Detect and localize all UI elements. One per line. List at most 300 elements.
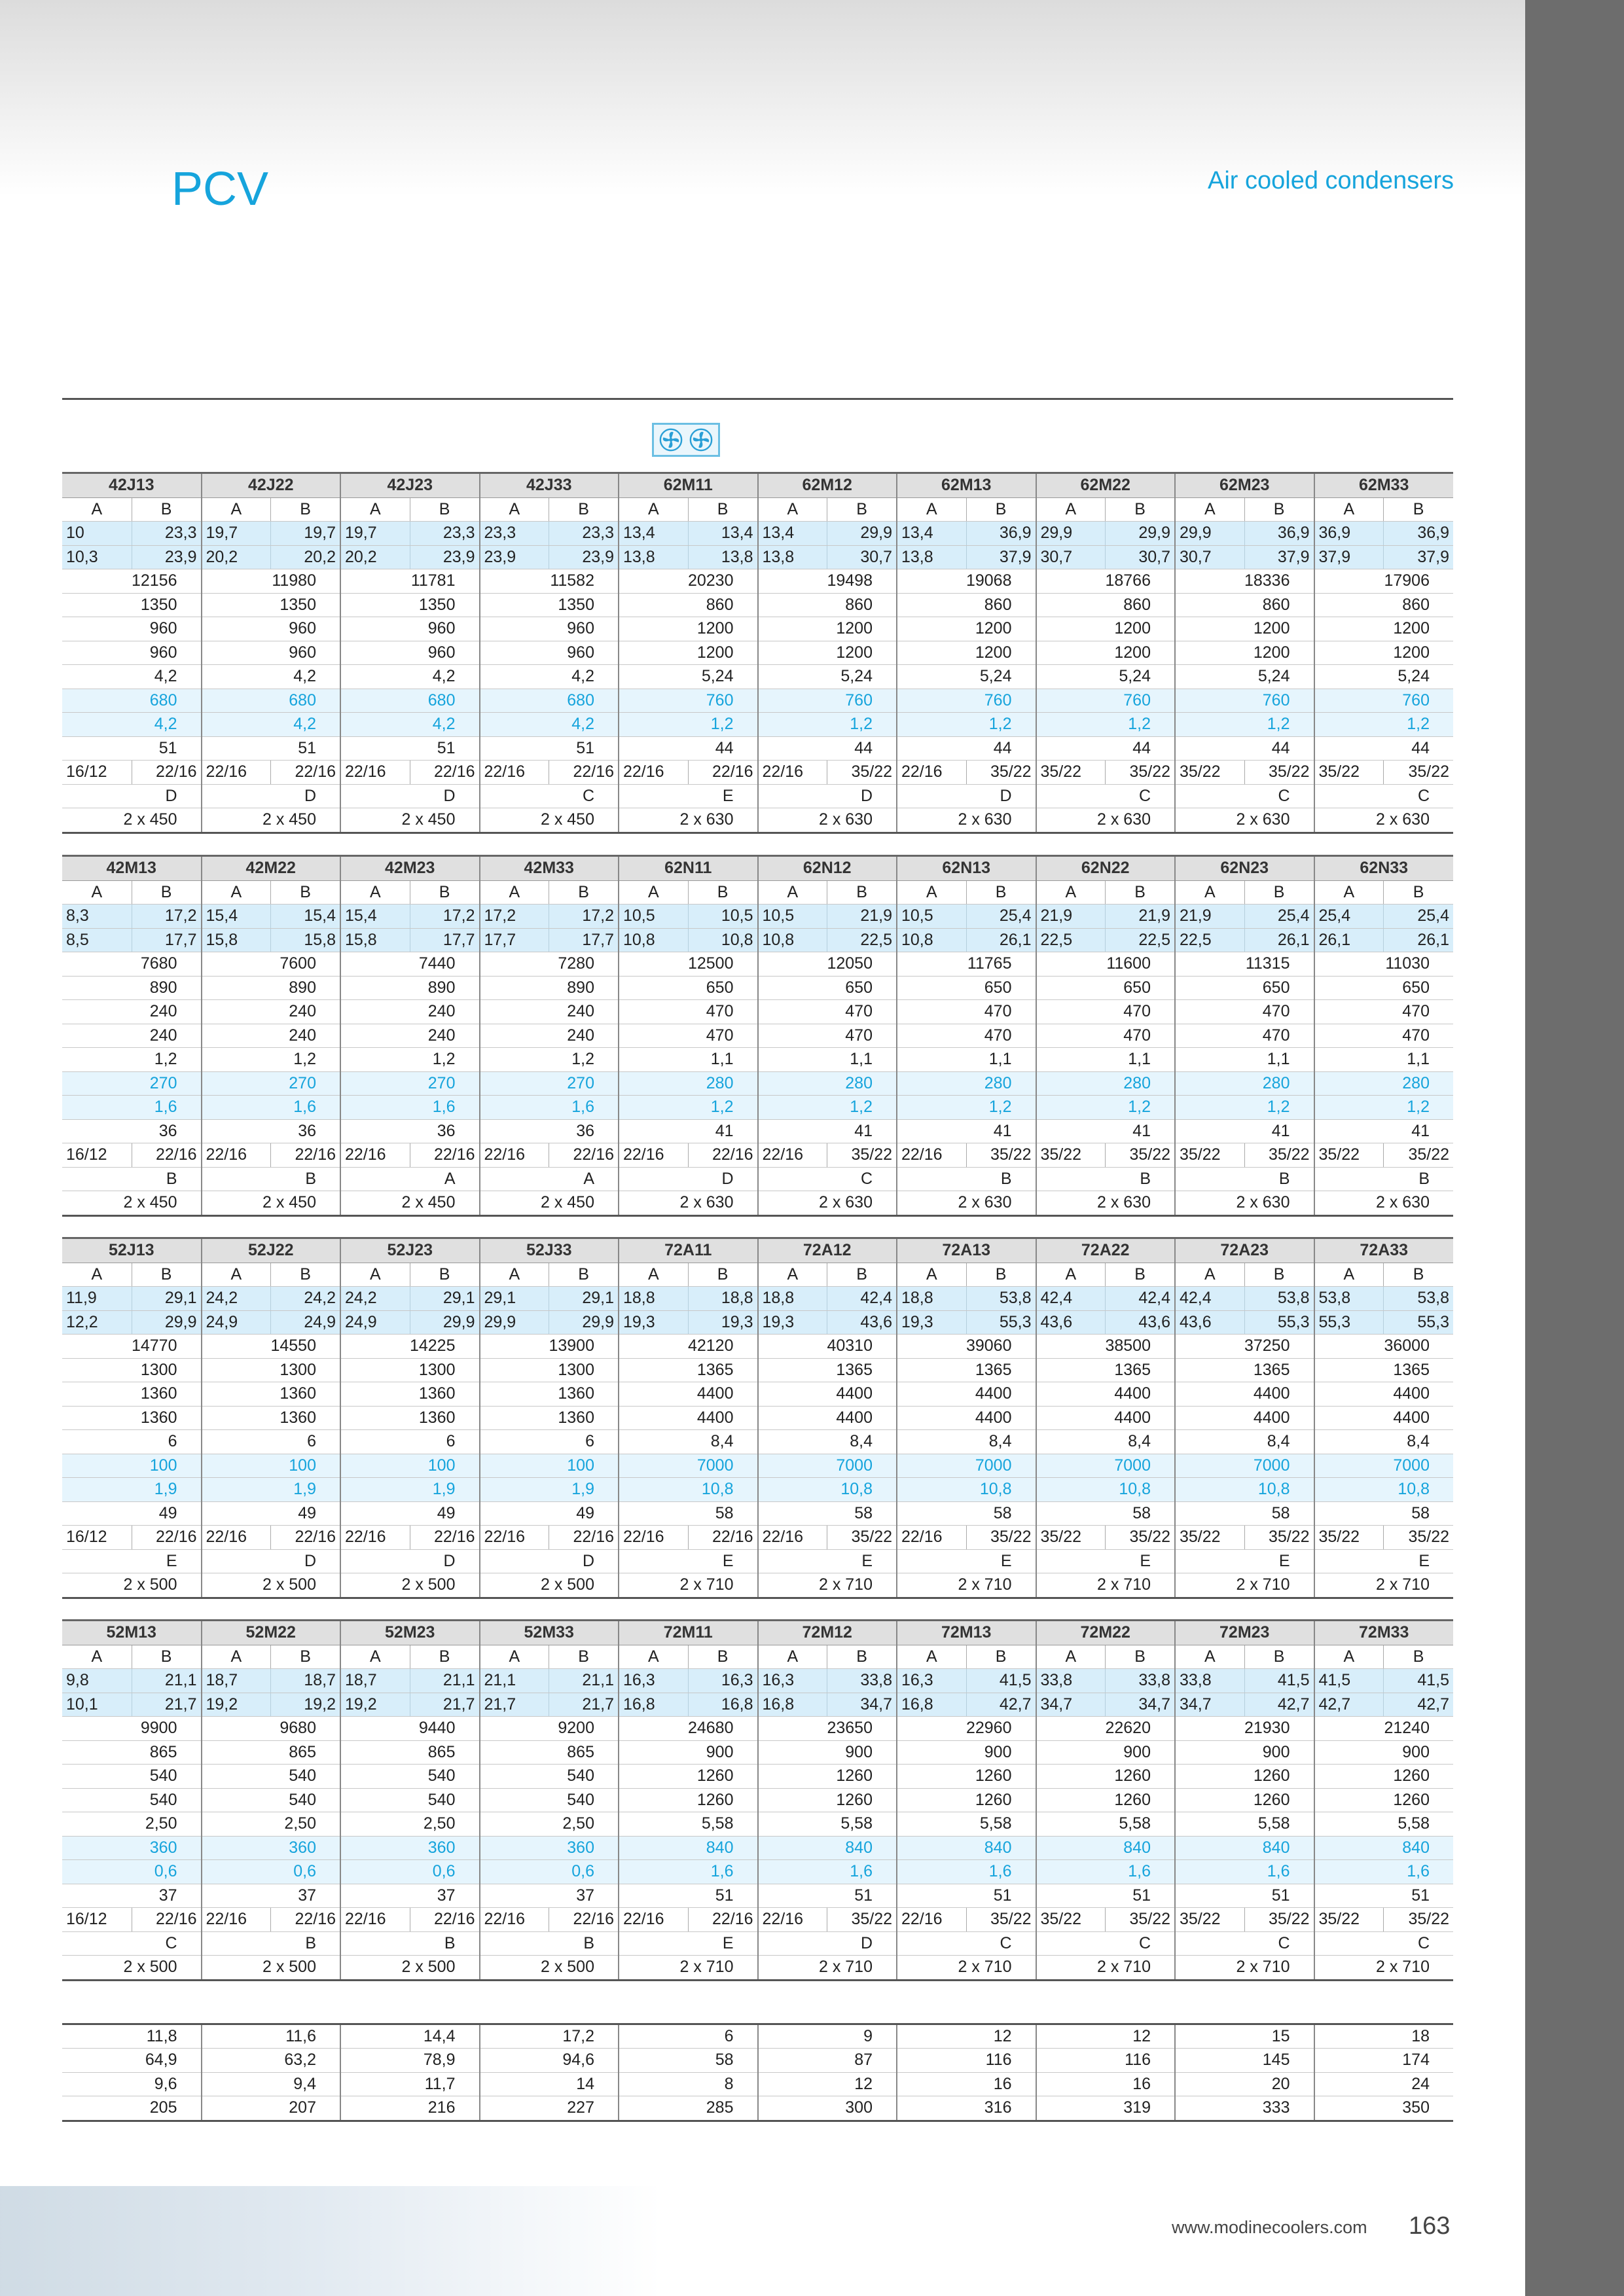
table-cell: D <box>340 784 480 808</box>
table-cell: 680 <box>202 689 341 713</box>
table-cell: 37,9 <box>1384 545 1453 569</box>
table-cell: 21,9 <box>827 905 897 929</box>
table-cell: 22/16 <box>271 1908 340 1932</box>
table-cell: E <box>1175 1549 1314 1573</box>
table-cell: 8 <box>619 2072 758 2096</box>
table-cell: B <box>132 880 201 905</box>
fan-icon <box>689 427 713 452</box>
table-cell: 1365 <box>619 1358 758 1382</box>
table-cell: 650 <box>1314 976 1454 1000</box>
table-cell: 470 <box>1314 1000 1454 1024</box>
table-cell: 22/16 <box>410 761 479 785</box>
table-cell: 1,1 <box>1175 1048 1314 1072</box>
table-cell: 36,9 <box>1244 522 1314 546</box>
table-cell: 16,3 <box>619 1669 688 1693</box>
table-cell: 4,2 <box>202 665 341 689</box>
table-cell: 13900 <box>480 1335 619 1359</box>
table-cell: D <box>758 1931 897 1956</box>
table-cell: 33,8 <box>1036 1669 1106 1693</box>
data-row <box>62 1024 1453 1048</box>
table-cell: 840 <box>758 1836 897 1860</box>
table-cell: 18,8 <box>688 1287 757 1311</box>
table-cell: 41 <box>897 1119 1036 1143</box>
table-cell: 1,2 <box>758 1096 897 1120</box>
table-cell: 2 x 630 <box>1036 808 1176 833</box>
table-cell: 29,1 <box>549 1287 619 1311</box>
table-cell: 35/22 <box>966 1143 1036 1168</box>
table-cell: 2 x 630 <box>1314 1191 1454 1216</box>
table-cell: B <box>132 1645 201 1669</box>
table-cell: 540 <box>202 1788 341 1812</box>
table-cell: C <box>1175 1931 1314 1956</box>
table-cell: B <box>271 1263 340 1287</box>
table-cell: 35/22 <box>1244 761 1314 785</box>
table-cell: 240 <box>340 1000 480 1024</box>
table-cell: 30,7 <box>1036 545 1106 569</box>
table-cell: 94,6 <box>480 2049 619 2073</box>
table-cell: B <box>827 497 897 522</box>
table-cell: 4400 <box>619 1382 758 1407</box>
table-cell: 41 <box>1036 1119 1176 1143</box>
fan-row <box>62 808 1453 833</box>
table-cell: 22/16 <box>897 1908 966 1932</box>
table-cell: 7280 <box>480 952 619 977</box>
table-cell: 13,4 <box>897 522 966 546</box>
table-cell: 316 <box>897 2096 1036 2121</box>
model-header-row <box>62 1238 1453 1263</box>
data-row <box>62 1119 1453 1143</box>
table-cell: 860 <box>1314 593 1454 617</box>
table-cell: 24,2 <box>202 1287 271 1311</box>
summary-row <box>62 2024 1453 2049</box>
table-cell: 22/16 <box>688 1526 757 1550</box>
table-cell: 240 <box>480 1024 619 1048</box>
table-cell: 7000 <box>1314 1454 1454 1478</box>
table-cell: 2 x 630 <box>897 808 1036 833</box>
table-cell: 19,3 <box>688 1310 757 1335</box>
data-row <box>62 976 1453 1000</box>
table-cell: 10,8 <box>688 928 757 952</box>
model-name: 62M13 <box>897 473 1036 498</box>
table-cell: 36 <box>202 1119 341 1143</box>
table-cell: 12050 <box>758 952 897 977</box>
table-cell: 40310 <box>758 1335 897 1359</box>
table-cell: B <box>1384 1645 1453 1669</box>
model-name: 72A13 <box>897 1238 1036 1263</box>
table-cell: 42,4 <box>1106 1287 1175 1311</box>
table-cell: 2 x 630 <box>1314 808 1454 833</box>
table-cell: 23,3 <box>132 522 201 546</box>
table-cell: 1260 <box>1314 1788 1454 1812</box>
table-cell: 4,2 <box>480 713 619 737</box>
table-cell: 333 <box>1175 2096 1314 2121</box>
table-cell: B <box>271 1645 340 1669</box>
table-cell: E <box>758 1549 897 1573</box>
table-cell: A <box>62 497 132 522</box>
table-cell: 470 <box>1036 1024 1176 1048</box>
table-cell: 1,6 <box>1036 1860 1176 1884</box>
table-cell: 18,8 <box>897 1287 966 1311</box>
table-cell: 21930 <box>1175 1717 1314 1741</box>
table-cell: 53,8 <box>966 1287 1036 1311</box>
model-name: 72A12 <box>758 1238 897 1263</box>
table-cell: 87 <box>758 2049 897 2073</box>
table-cell: 9,8 <box>62 1669 132 1693</box>
fan-row <box>62 1956 1453 1981</box>
table-cell: 37 <box>202 1884 341 1908</box>
table-cell: 39060 <box>897 1335 1036 1359</box>
table-cell: 22960 <box>897 1717 1036 1741</box>
table-cell: 240 <box>62 1024 202 1048</box>
table-cell: 23,3 <box>480 522 549 546</box>
table-cell: 10,5 <box>688 905 757 929</box>
table-cell: 18 <box>1314 2024 1454 2049</box>
model-name: 72M13 <box>897 1621 1036 1645</box>
table-cell: A <box>1314 1263 1384 1287</box>
table-cell: B <box>688 497 757 522</box>
table-cell: 2 x 450 <box>340 1191 480 1216</box>
table-cell: 2 x 450 <box>62 1191 202 1216</box>
table-cell: 1200 <box>1314 641 1454 665</box>
table-cell: 16,3 <box>897 1669 966 1693</box>
table-cell: 760 <box>1314 689 1454 713</box>
table-cell: 270 <box>62 1071 202 1096</box>
table-cell: B <box>62 1167 202 1191</box>
table-cell: 12 <box>897 2024 1036 2049</box>
summary-row <box>62 2096 1453 2121</box>
table-cell: 1200 <box>897 617 1036 641</box>
table-cell: E <box>62 1549 202 1573</box>
table-cell: 30,7 <box>1106 545 1175 569</box>
table-cell: D <box>619 1167 758 1191</box>
table-cell: 11582 <box>480 569 619 594</box>
table-cell: A <box>1314 880 1384 905</box>
table-cell: 53,8 <box>1314 1287 1384 1311</box>
model-name: 52J13 <box>62 1238 202 1263</box>
table-cell: 1200 <box>619 641 758 665</box>
table-cell: 207 <box>202 2096 341 2121</box>
table-cell: 37 <box>480 1884 619 1908</box>
table-cell: 1,2 <box>619 1096 758 1120</box>
table-cell: 1365 <box>758 1358 897 1382</box>
model-name: 72M23 <box>1175 1621 1314 1645</box>
table-cell: 760 <box>897 689 1036 713</box>
table-cell: 11,6 <box>202 2024 341 2049</box>
table-cell: 44 <box>897 736 1036 761</box>
table-cell: 18,8 <box>619 1287 688 1311</box>
table-cell: 1365 <box>897 1358 1036 1382</box>
spec-table <box>62 855 1453 1217</box>
table-cell: 470 <box>897 1024 1036 1048</box>
table-cell: 1200 <box>758 641 897 665</box>
table-cell: 24 <box>1314 2072 1454 2096</box>
table-cell: 5,24 <box>1036 665 1176 689</box>
table-cell: 16 <box>897 2072 1036 2096</box>
table-cell: 22/16 <box>271 761 340 785</box>
table-cell: 760 <box>1175 689 1314 713</box>
table-cell: 24,9 <box>271 1310 340 1335</box>
table-cell: 41 <box>1175 1119 1314 1143</box>
table-cell: 21,7 <box>132 1693 201 1717</box>
table-cell: 24680 <box>619 1717 758 1741</box>
table-cell: 23,9 <box>480 545 549 569</box>
table-cell: D <box>202 1549 341 1573</box>
table-cell: 2 x 450 <box>62 808 202 833</box>
table-cell: A <box>1036 880 1106 905</box>
table-cell: 23,9 <box>132 545 201 569</box>
table-cell: 2 x 630 <box>1036 1191 1176 1216</box>
table-cell: 5,24 <box>1175 665 1314 689</box>
table-cell: 174 <box>1314 2049 1454 2073</box>
table-cell: 540 <box>62 1765 202 1789</box>
table-cell: 16,3 <box>758 1669 827 1693</box>
table-cell: 9,4 <box>202 2072 341 2096</box>
header-divider <box>62 398 1453 400</box>
table-cell: 1260 <box>897 1765 1036 1789</box>
table-cell: 22/16 <box>619 1143 688 1168</box>
table-cell: 1,2 <box>1314 1096 1454 1120</box>
table-cell: 16/12 <box>62 761 132 785</box>
table-cell: 1360 <box>62 1406 202 1430</box>
table-cell: 8,5 <box>62 928 132 952</box>
table-cell: E <box>619 1549 758 1573</box>
table-cell: 14,4 <box>340 2024 480 2049</box>
table-cell: 49 <box>202 1501 341 1526</box>
table-cell: 14770 <box>62 1335 202 1359</box>
table-cell: C <box>1036 784 1176 808</box>
table-cell: 840 <box>1314 1836 1454 1860</box>
table-cell: 13,4 <box>758 522 827 546</box>
table-cell: 8,4 <box>1036 1430 1176 1454</box>
table-cell: 10,8 <box>758 1478 897 1502</box>
table-cell: 29,1 <box>132 1287 201 1311</box>
table-cell: 1260 <box>758 1788 897 1812</box>
model-name: 72M11 <box>619 1621 758 1645</box>
table-cell: A <box>340 1645 410 1669</box>
table-cell: 2 x 450 <box>480 808 619 833</box>
table-cell: 10,5 <box>897 905 966 929</box>
table-cell: 35/22 <box>1036 1143 1106 1168</box>
table-cell: 44 <box>1036 736 1176 761</box>
spec-table <box>62 1619 1453 1981</box>
table-cell: 1365 <box>1036 1358 1176 1382</box>
table-cell: 51 <box>340 736 480 761</box>
table-cell: 22/16 <box>202 761 271 785</box>
table-cell: 2 x 450 <box>202 808 341 833</box>
table-cell: 10 <box>62 522 132 546</box>
table-cell: A <box>340 1263 410 1287</box>
table-cell: 34,7 <box>1036 1693 1106 1717</box>
capacity-row <box>62 545 1453 569</box>
table-cell: 2 x 710 <box>1314 1956 1454 1981</box>
table-cell: 2 x 710 <box>619 1573 758 1598</box>
table-cell: 49 <box>340 1501 480 1526</box>
table-cell: 16 <box>1036 2072 1176 2096</box>
table-cell: 22/16 <box>619 1908 688 1932</box>
table-cell: 42,4 <box>827 1287 897 1311</box>
column-label-row <box>62 1263 1453 1287</box>
table-cell: 650 <box>897 976 1036 1000</box>
table-cell: 1200 <box>1314 617 1454 641</box>
table-cell: A <box>340 497 410 522</box>
table-cell: 1,6 <box>1314 1860 1454 1884</box>
table-cell: 1350 <box>480 593 619 617</box>
table-cell: B <box>827 880 897 905</box>
table-cell: 55,3 <box>1384 1310 1453 1335</box>
table-cell: 280 <box>619 1071 758 1096</box>
table-cell: 4400 <box>1036 1406 1176 1430</box>
table-cell: 1260 <box>619 1788 758 1812</box>
table-cell: 35/22 <box>1036 1526 1106 1550</box>
table-cell: 35/22 <box>827 1526 897 1550</box>
table-cell: 15,8 <box>202 928 271 952</box>
table-cell: 890 <box>202 976 341 1000</box>
table-cell: 280 <box>758 1071 897 1096</box>
table-cell: 17906 <box>1314 569 1454 594</box>
table-cell: A <box>1036 1263 1106 1287</box>
table-cell: 41,5 <box>966 1669 1036 1693</box>
table-cell: 470 <box>897 1000 1036 1024</box>
model-name: 62N11 <box>619 856 758 881</box>
model-name: 62N13 <box>897 856 1036 881</box>
table-cell: 2 x 500 <box>340 1956 480 1981</box>
table-cell: B <box>966 1645 1036 1669</box>
data-row <box>62 1406 1453 1430</box>
table-cell: D <box>62 784 202 808</box>
table-cell: 25,4 <box>1244 905 1314 929</box>
table-cell: 2 x 710 <box>1036 1573 1176 1598</box>
data-row <box>62 1335 1453 1359</box>
model-header-row <box>62 1621 1453 1645</box>
table-cell: 100 <box>480 1454 619 1478</box>
table-cell: 1,2 <box>202 1048 341 1072</box>
table-cell: 22/16 <box>688 1908 757 1932</box>
table-cell: 890 <box>480 976 619 1000</box>
table-cell: 205 <box>62 2096 202 2121</box>
table-cell: 1360 <box>480 1382 619 1407</box>
table-cell: 1260 <box>1314 1765 1454 1789</box>
table-cell: B <box>1106 1263 1175 1287</box>
data-row <box>62 1000 1453 1024</box>
table-cell: 1,9 <box>202 1478 341 1502</box>
table-cell: 216 <box>340 2096 480 2121</box>
table-cell: A <box>1175 497 1244 522</box>
table-cell: 22/16 <box>758 761 827 785</box>
table-cell: 35/22 <box>1314 1526 1384 1550</box>
table-cell: B <box>1384 1263 1453 1287</box>
table-cell: 4400 <box>758 1382 897 1407</box>
table-cell: 35/22 <box>827 761 897 785</box>
table-cell: 35/22 <box>1106 1143 1175 1168</box>
table-cell: 42,7 <box>1314 1693 1384 1717</box>
table-cell: D <box>897 784 1036 808</box>
spec-table <box>62 472 1453 834</box>
table-cell: 900 <box>758 1740 897 1765</box>
table-cell: A <box>1175 1263 1244 1287</box>
table-cell: B <box>1175 1167 1314 1191</box>
table-cell: 37,9 <box>1314 545 1384 569</box>
table-cell: 2 x 500 <box>202 1956 341 1981</box>
table-cell: 470 <box>758 1000 897 1024</box>
table-cell: 1,2 <box>619 713 758 737</box>
dual-fan-icon <box>652 423 720 457</box>
table-cell: 18,7 <box>202 1669 271 1693</box>
table-cell: 19,7 <box>271 522 340 546</box>
table-cell: 960 <box>202 617 341 641</box>
table-cell: A <box>1036 1645 1106 1669</box>
capacity-row <box>62 1669 1453 1693</box>
table-cell: 7000 <box>758 1454 897 1478</box>
table-cell: 22/16 <box>132 761 201 785</box>
table-cell: 300 <box>758 2096 897 2121</box>
table-cell: 22/16 <box>271 1143 340 1168</box>
table-cell: 270 <box>202 1071 341 1096</box>
table-cell: 35/22 <box>1106 1908 1175 1932</box>
column-label-row <box>62 880 1453 905</box>
table-cell: 36 <box>340 1119 480 1143</box>
table-cell: 11980 <box>202 569 341 594</box>
table-cell: 1,1 <box>758 1048 897 1072</box>
model-name: 52J33 <box>480 1238 619 1263</box>
table-cell: 4400 <box>1175 1382 1314 1407</box>
table-cell: 2 x 710 <box>1036 1956 1176 1981</box>
table-cell: C <box>62 1931 202 1956</box>
fan-row <box>62 1573 1453 1598</box>
table-cell: 18336 <box>1175 569 1314 594</box>
table-cell: 55,3 <box>966 1310 1036 1335</box>
model-name: 62M33 <box>1314 473 1454 498</box>
data-row <box>62 1740 1453 1765</box>
data-row-highlight <box>62 1836 1453 1860</box>
table-cell: 1360 <box>340 1406 480 1430</box>
table-cell: 0,6 <box>340 1860 480 1884</box>
table-cell: 360 <box>340 1836 480 1860</box>
table-cell: 41,5 <box>1384 1669 1453 1693</box>
table-cell: 11,7 <box>340 2072 480 2096</box>
table-cell: 1,9 <box>340 1478 480 1502</box>
table-cell: A <box>758 1645 827 1669</box>
table-cell: 1,2 <box>1175 713 1314 737</box>
capacity-row <box>62 1287 1453 1311</box>
table-cell: 650 <box>619 976 758 1000</box>
table-cell: E <box>619 784 758 808</box>
table-cell: 540 <box>340 1788 480 1812</box>
table-cell: 280 <box>1314 1071 1454 1096</box>
table-cell: 22/16 <box>340 1526 410 1550</box>
table-cell: 6 <box>480 1430 619 1454</box>
table-cell: 100 <box>340 1454 480 1478</box>
table-cell: B <box>549 880 619 905</box>
table-cell: 7680 <box>62 952 202 977</box>
table-cell: A <box>480 497 549 522</box>
table-cell: 900 <box>897 1740 1036 1765</box>
table-cell: 840 <box>1036 1836 1176 1860</box>
table-cell: 21,9 <box>1036 905 1106 929</box>
connection-row <box>62 1143 1453 1168</box>
table-cell: 22/16 <box>410 1908 479 1932</box>
table-cell: 470 <box>619 1024 758 1048</box>
table-cell: B <box>132 1263 201 1287</box>
table-cell: 22/16 <box>549 1908 619 1932</box>
table-cell: 860 <box>619 593 758 617</box>
table-cell: 960 <box>340 617 480 641</box>
table-cell: 116 <box>897 2049 1036 2073</box>
table-cell: 35/22 <box>1314 761 1384 785</box>
table-cell: 470 <box>619 1000 758 1024</box>
table-cell: 21,1 <box>480 1669 549 1693</box>
table-cell: C <box>1175 784 1314 808</box>
table-cell: 11,9 <box>62 1287 132 1311</box>
